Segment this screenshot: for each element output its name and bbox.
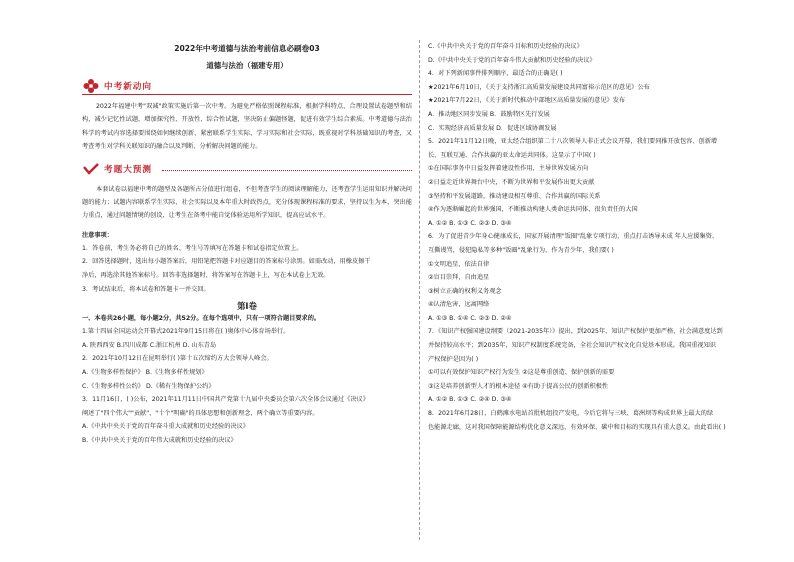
statement-line: ③树立正确的权利义务观念 [428,287,502,295]
question-line: 1.第十四届全国运动会开幕式2021年9月15日将在( )奥体中心体育场举行。 [82,328,290,336]
part-title: 一、本卷共26小题，每小题2分，共52分。在每个选项中，只有一项符合题目要求的。 [82,315,321,323]
answer-options: A. ①② B. ①③ C. ②③ D. ③④ [428,219,512,227]
question-line: 长、互联互通、合作共赢的亚太命运共同体。这显示了中国( ) [428,151,596,159]
news-section-label: 中考新动向 [104,82,152,92]
question-line: 5．2021年11月12日晚，亚太经合组织第二十八次领导人非正式会议开幕，我们要同推开放包容、创新增 [428,138,718,146]
question-line: 阐述了"四个伟大""贡献"、"十个"明确"的具体思想和创新理念，两个确立等重要内容。 [82,409,319,417]
news-section-rule [82,94,412,95]
question-line: 3．11月16日，( )公布，2021年11月11日中国共产党第十九届中央委员会第六次全体会议通过《决议》 [82,396,369,404]
answer-options: A.《生物多样性保护》 B.《生物多样性规划》 [82,369,208,376]
forecast-section-header [82,161,412,177]
document-title: 2022年中考道德与法治考前信息必刷卷03 [174,44,320,53]
left-column [82,40,412,448]
news-section-text: 2022年福建中考"双减"政策实施后第一次中考。为避免严格依照课程标准，根据学科特点，合理设置试卷题型和结构，减少记忆性试题，增加探究性、开放性、综合性试题，坚决防止偏题怪题，促进有效学生综合素质。中考道德与法治科学的考试内容选择要围绕如何继续创新，紧密联系学生实际、学习实际和社会实际，既重视对学科基础知识的考查，又考查考生对学科关联知识的融合以及判断、分析解决问题的能力。 [82,103,412,151]
flower-icon [82,78,100,94]
answer-options: A.《中共中央关于党的百年奋斗重大成就和历史经验的决议》 [82,423,249,431]
answer-options: A. 陕西西安 B.四川成都 C.浙江杭州 D. 山东青岛 [82,341,217,349]
question-line: 4．对下列新闻事件排列顺序，最适合的正确是( ) [428,70,563,78]
question-line: 2．2021年10月12日在昆明举行( )第十五次缔约方大会领导人峰会。 [82,355,273,363]
question-line: 产权保护是因为( ) [428,355,479,363]
answer-options: D.《中共中央关于党的百年奋斗伟大贡献和历史经验的决议》 [428,56,596,64]
forecast-section-text: 本套试卷以福建中考的题型及各题所占分值进行组卷，不但考查学生的阅读理解能力，还考查学生运用知识并解决问题的能力；试题内容联系学生实际、社会实际以及本年重大时政热点，充分体现课程标准的要求，坚持以生为本，突出能力重点，通过问题情境的创设，让考生在备考中能自觉体验运用所学知识，提高应试水平。 [82,185,412,220]
forecast-section-label: 考题大预测 [104,164,152,175]
notice-item: 1．答卷前，考生务必将自己的姓名、考生号等填写在答题卡和试卷指定位置上。 [82,244,303,252]
statement-line: ①在国际事务中日益发挥着建设性作用，主导世界发展方向 [428,165,589,173]
answer-options: A. ①③ B. ①④ C. ②③ D. ②④ [428,314,512,322]
answer-options: C.《生物多样性公约》 D.《稀有生物保护公约》 [82,382,215,390]
volume-title: 第Ⅰ卷 [237,301,257,312]
notice-item: 净后，再选涂其他答案标号。回答非选择题时，将答案写在答题卡上，写在本试卷上无效。 [82,272,330,280]
question-line: 6．为了促进青少年身心健康成长，国家开展清理"饭圈"乱象专项行动，重点打击诱导未成 年人应援集资、 [428,233,719,241]
statement-line: ④认清危害，远离网络 [428,301,490,309]
statement-line: ①可以有效保护知识产权行为发生 ②这是尊重创造、保护创新的需要 [428,369,615,377]
notice-item: 2．回答选择题时，选出每小题答案后，用铅笔把答题卡对应题目的答案标号涂黑。如需改动，用橡皮擦干 [82,258,371,266]
answer-options: A. ①② B. ①③ C. ②④ D. ③④ [428,396,512,404]
news-section-header [82,78,412,94]
statement-line: ③这是培养创新型人才的根本途径 ④有助于提高公民的创新积极性 [428,382,609,390]
statement-line: ②日益走近世界舞台中央，不断为世界和平发展作出更大贡献 [428,178,595,186]
statement-line: ④作为逐渐崛起的世界强国，不断推动构建人类命运共同体，很负责任的大国 [428,206,638,214]
document-subtitle: 道德与法治（福建专用） [206,61,288,70]
question-line: ★2021年6月10日，《关于支持浙江高质量发展建设共同富裕示范区的意见》公布 [428,83,650,91]
column-divider [419,40,420,540]
question-line: 8．2021年6月28日，白鹤滩水电站首批机组投产发电，今后它将与三峡、葛洲坝等构成世界上最大的绿 [428,410,714,418]
notice-item: 3．考试结束后，将本试卷和答题卡一并交回。 [82,285,210,293]
notice-title: 注意事项： [82,231,113,239]
answer-options: C．实现经济高质量发展 D．促进区域协调发展 [428,124,557,132]
check-arrow-icon [82,161,100,177]
question-line: 色能源走廊，这对我国保障能源结构优化意义深远，有效环保、碳中和目标的实现具有重大意义。由此看出( ) [428,423,726,431]
answer-options: B.《中共中央关于党的百年伟大成就和历史经验的决议》 [82,436,237,444]
question-line: ★2021年7月22日，《关于新时代推动中部地区高质量发展的意见》发布 [428,97,626,105]
answer-options: C.《中共中央关于党的百年奋斗目标和历史经验的决议》 [428,43,583,50]
answer-options: A．推动地区同步发展 B．鼓励特区先行发展 [428,110,550,118]
right-column [428,40,758,434]
statement-line: ①文明追星，依法自律 [428,260,490,268]
statement-line: ②盲目崇拜，自由追星 [428,274,490,282]
question-line: 7．《知识产权强国建设纲要（2021-2035年）》提出，到2025年，知识产权保护更加严格，社会满意度达到 [428,328,723,336]
statement-line: ③坚持和平发展道路，推动建设相互尊重、合作共赢的国际关系 [428,192,601,200]
question-line: 并保持较高水平；到2035年，知识产权制度系统完备，全社会知识产权文化自觉基本形成。我国重视知识 [428,342,716,350]
question-line: 互撕谩骂，侵犯隐私等多种"饭圈"乱象行为，作为青少年，我们要( ) [428,246,614,254]
forecast-section-rule [162,170,412,171]
